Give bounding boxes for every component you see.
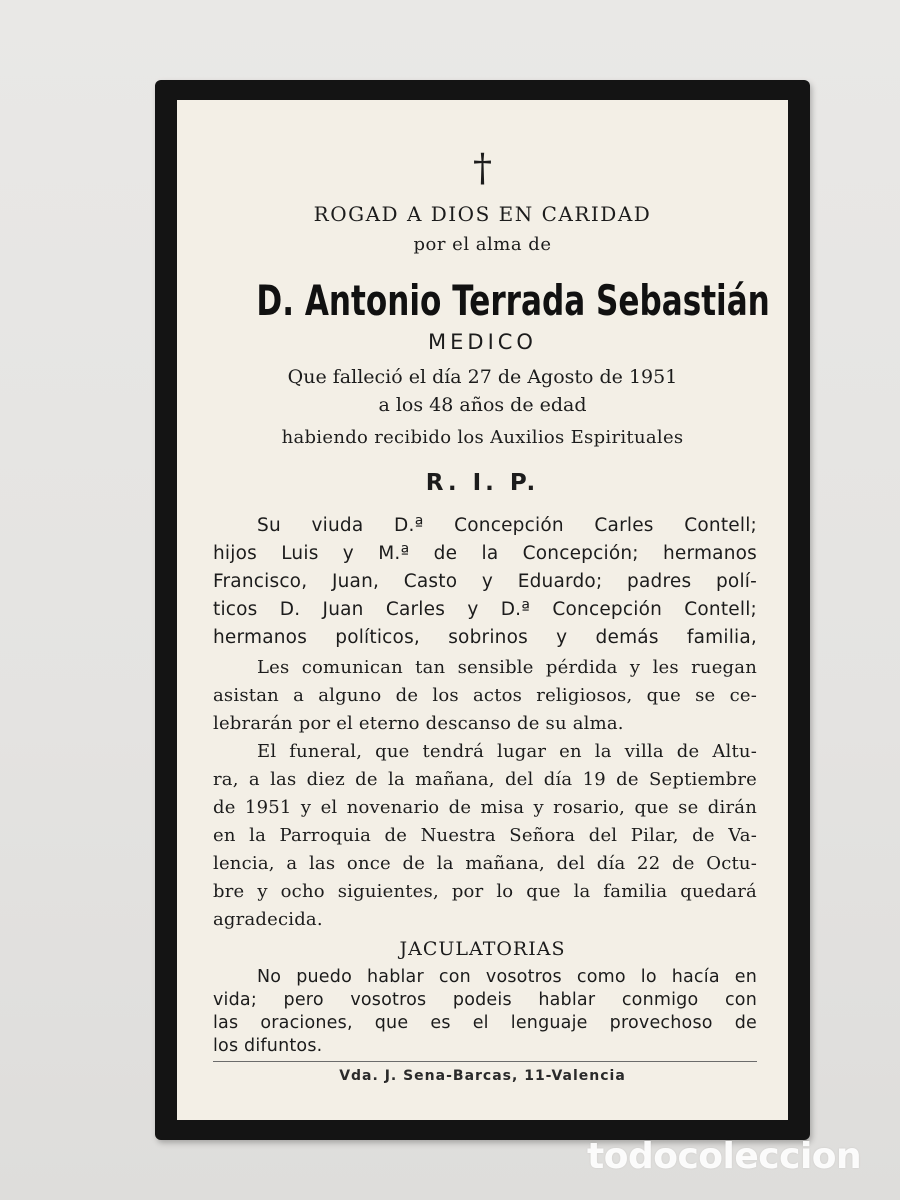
paragraph-line: lebrarán por el eterno descanso de su alma. <box>213 713 624 734</box>
printer-credit: Vda. J. Sena-Barcas, 11-Valencia <box>339 1068 626 1084</box>
paragraph-line: de 1951 y el novenario de misa y rosario, que se dirán <box>213 797 757 818</box>
paragraph-line: agradecida. <box>213 909 323 930</box>
paragraph-line: El funeral, que tendrá lugar en la villa de Altu- <box>257 741 757 762</box>
profession: MEDICO <box>428 330 537 354</box>
cross-icon: † <box>473 146 492 190</box>
paragraph-line: ticos D. Juan Carles y D.ª Concepción Contell; <box>213 599 757 620</box>
rites-line: habiendo recibido los Auxilios Espirituales <box>281 427 684 448</box>
funeral-paragraph <box>213 738 757 934</box>
paragraph-line: los difuntos. <box>213 1036 323 1056</box>
family-paragraph <box>213 512 757 652</box>
paragraph-line: Les comunican tan sensible pérdida y les ruegan <box>257 657 757 678</box>
paragraph-line: bre y ocho siguientes, por lo que la familia quedará <box>213 881 757 902</box>
paragraph-line: hermanos políticos, sobrinos y demás familia, <box>213 627 757 648</box>
deceased-name: D. Antonio Terrada Sebastián <box>256 276 770 325</box>
age-line: a los 48 años de edad <box>378 394 587 416</box>
communicate-paragraph <box>213 654 757 738</box>
death-date-line: Que falleció el día 27 de Agosto de 1951 <box>287 366 678 388</box>
memorial-card <box>155 80 810 1140</box>
paragraph-line: lencia, a las once de la mañana, del día 22 de Octu- <box>213 853 757 874</box>
card-heading: ROGAD A DIOS EN CARIDAD <box>313 202 652 226</box>
rip-text: R. I. P. <box>425 470 540 496</box>
paragraph-line: hijos Luis y M.ª de la Concepción; hermanos <box>213 543 757 564</box>
footer-divider <box>213 1061 757 1062</box>
prayers-paragraph <box>213 966 757 1058</box>
paragraph-line: Su viuda D.ª Concepción Carles Contell; <box>257 515 757 536</box>
paragraph-line: las oraciones, que es el lenguaje provechoso de <box>213 1013 757 1033</box>
paragraph-line: en la Parroquia de Nuestra Señora del Pilar, de Va- <box>213 825 757 846</box>
paragraph-line: asistan a alguno de los actos religiosos, que se ce- <box>213 685 757 706</box>
site-watermark: todocoleccion <box>587 1136 862 1177</box>
paragraph-line: ra, a las diez de la mañana, del día 19 de Septiembre <box>213 769 757 790</box>
paragraph-line: No puedo hablar con vosotros como lo hacía en <box>257 967 757 987</box>
prayers-title: JACULATORIAS <box>399 938 566 960</box>
card-paper <box>177 100 788 1120</box>
paragraph-line: Francisco, Juan, Casto y Eduardo; padres polí- <box>213 571 757 592</box>
paragraph-line: vida; pero vosotros podeis hablar conmigo con <box>213 990 757 1010</box>
card-subheading: por el alma de <box>413 234 552 255</box>
